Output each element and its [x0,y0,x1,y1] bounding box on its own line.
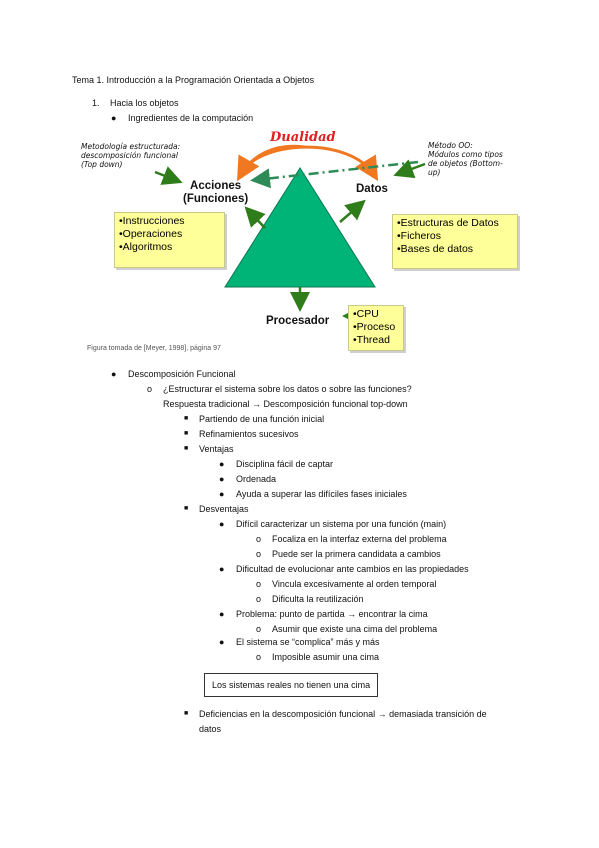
question-text: ¿Estructurar el sistema sobre los datos o sobre las funciones? [163,384,412,394]
bullet-square: ■ [184,430,189,437]
right-note-line-1: Método OO: [428,141,473,150]
dis-2a: Vincula excesivamente al orden temporal [272,579,437,589]
bullet-dot: ● [111,369,117,379]
bullet-dot: ● [219,474,225,484]
dis-1b: Puede ser la primera candidata a cambios [272,549,441,559]
item-refine: Refinamientos sucesivos [199,429,299,439]
bullet-dot: ● [219,609,225,619]
bullet-circle: o [256,624,262,634]
functional-heading: Descomposición Funcional [128,369,236,379]
item-advantages: Ventajas [199,444,234,454]
dis-1a: Focaliza en la interfaz externa del problema [272,534,447,544]
arrow-to-actions [248,210,265,228]
adv-1: Disciplina fácil de captar [236,459,334,469]
data-box [392,214,518,269]
processor-box [348,305,404,351]
processor-box-item: •Thread [353,334,390,346]
processor-box-item: •Proceso [353,321,396,333]
right-note-line-2: Módulos como tipos [428,150,503,159]
bullet-circle: o [256,652,262,662]
bullet-dot: ● [219,459,225,469]
section-title: Hacia los objetos [110,98,179,108]
dis-4: El sistema se “complica” más y más [236,637,380,647]
bullet-circle: o [256,594,262,604]
duality-label: Dualidad [270,130,336,145]
actions-box-item: •Instrucciones [119,215,185,227]
data-box-item: •Estructuras de Datos [397,217,499,229]
right-note [428,141,503,177]
answer-text: Respuesta tradicional → Descomposición funcional top-down [163,399,408,409]
bullet-circle: o [147,384,153,394]
dis-4a: Imposible asumir una cima [272,652,380,662]
dis-2: Dificultad de evolucionar ante cambios en las propiedades [236,564,469,574]
note-arrow-left [155,172,178,181]
bullet-dot: ● [219,519,225,529]
left-note-line-1: Metodología estructurada: [81,142,181,151]
oo-dashed-arrow [255,162,418,180]
processor-label: Procesador [266,315,330,327]
data-box-item: •Bases de datos [397,243,474,255]
right-note-line-3: de objetos (Bottom- [428,159,503,168]
data-box-item: •Ficheros [397,230,441,242]
document-header: Tema 1. Introducción a la Programación Orientada a Objetos [72,75,315,85]
bullet-dot: ● [111,113,117,123]
adv-3: Ayuda a superar las difíciles fases iniciales [236,489,407,499]
bullet-square: ■ [184,710,189,717]
actions-box [114,212,225,268]
actions-box-item: •Algoritmos [119,241,173,253]
note-arrow-right [398,164,425,174]
data-label: Datos [356,183,388,195]
section-number: 1. [92,98,100,108]
actions-label-line-2: (Funciones) [183,193,249,205]
left-note [81,142,180,169]
bullet-dot: ● [219,564,225,574]
bullet-circle: o [256,534,262,544]
duality-arrow [240,147,375,176]
bullet-dot: ● [219,637,225,647]
bullet-dot: ● [219,489,225,499]
bullet-circle: o [256,549,262,559]
deficiencies-line-1: Deficiencias en la descomposición funcional → demasiada transición de [199,709,487,719]
actions-label [183,180,248,206]
processor-box-item: •CPU [353,308,379,320]
dis-3a: Asumir que existe una cima del problema [272,624,438,634]
arrow-to-data [340,203,362,222]
dis-3: Problema: punto de partida → encontrar la cima [236,609,428,619]
item-start: Partiendo de una función inicial [199,414,325,424]
bullet-square: ■ [184,445,189,452]
deficiencies-line-2: datos [199,724,222,734]
adv-2: Ordenada [236,474,277,484]
bullet-circle: o [256,579,262,589]
bullet-square: ■ [184,415,189,422]
duality-arrow-left [240,146,305,176]
left-note-line-3: (Top down) [81,160,123,169]
item-disadvantages: Desventajas [199,504,249,514]
subsection-title: Ingredientes de la computación [128,113,254,123]
left-note-line-2: descomposición funcional [81,151,178,160]
actions-box-item: •Operaciones [119,228,183,240]
right-note-line-4: up) [428,168,441,177]
framed-statement: Los sistemas reales no tienen una cima [204,673,378,697]
figure-caption: Figura tomada de [Meyer, 1998], página 97 [87,345,221,352]
actions-label-line-1: Acciones [190,180,242,192]
dis-1: Difícil caracterizar un sistema por una función (main) [236,519,447,529]
dis-2b: Dificulta la reutilización [272,594,364,604]
bullet-square: ■ [184,505,189,512]
